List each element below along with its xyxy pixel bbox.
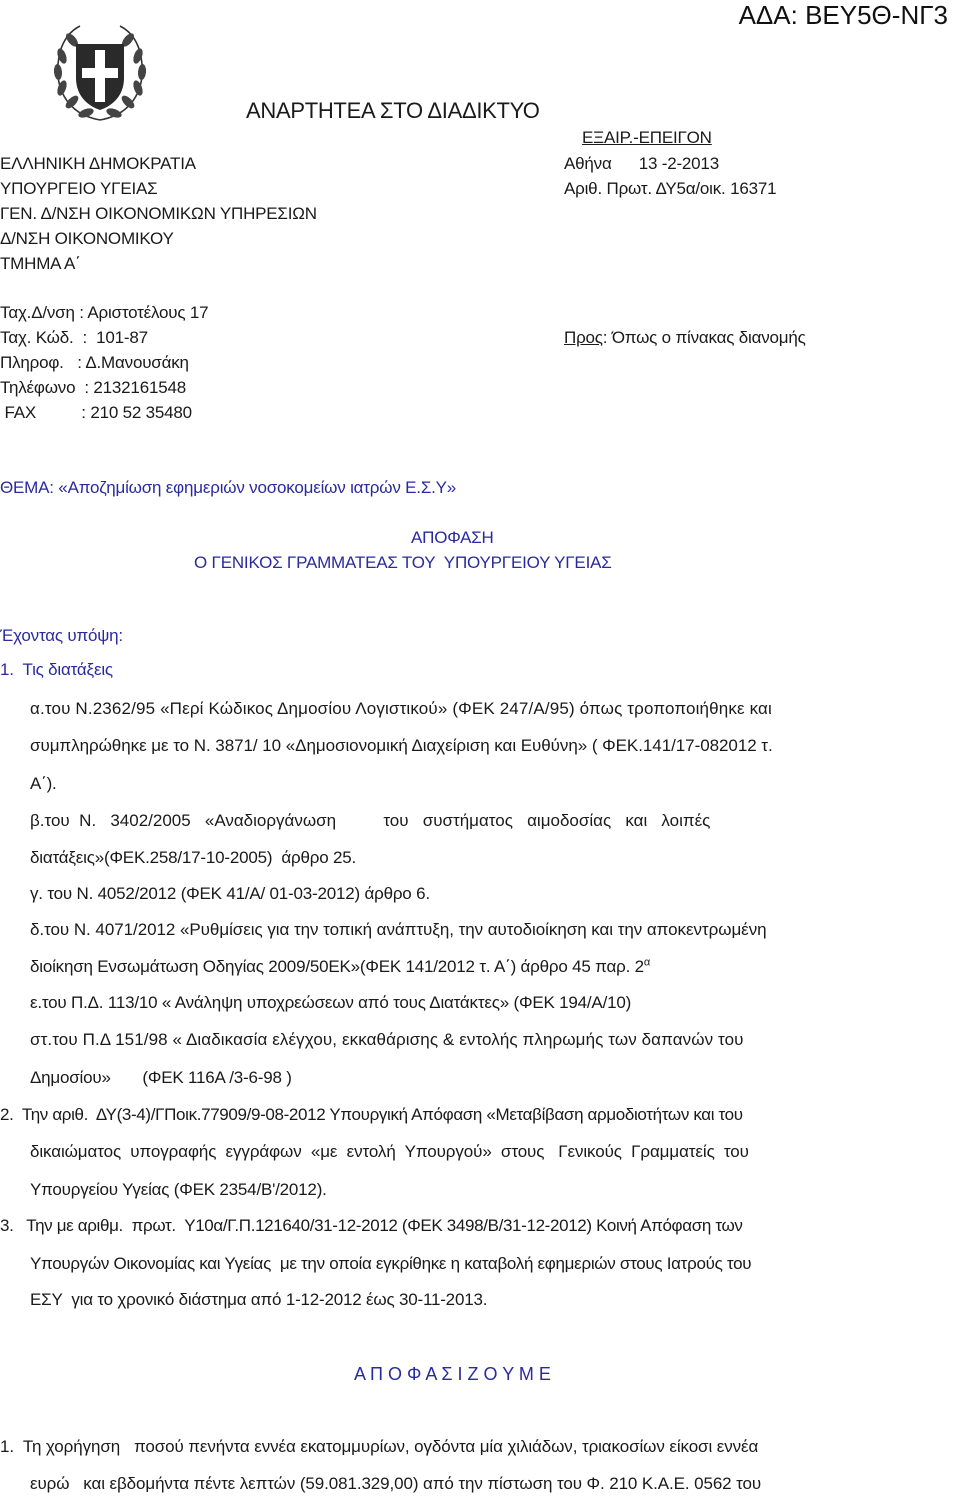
item-2-line: Υπουργείου Υγείας (ΦΕΚ 2354/Β'/2012). — [30, 1180, 327, 1199]
contact-line: Πληροφ. : Δ.Μανουσάκη — [0, 353, 189, 372]
contact-line: Τηλέφωνο : 2132161548 — [0, 378, 186, 397]
org-line: ΕΛΛΗΝΙΚΗ ΔΗΜΟΚΡΑΤΙΑ — [0, 154, 196, 173]
item-1: 1. Τις διατάξεις — [0, 660, 113, 679]
clause-st-line: στ.του Π.Δ 151/98 « Διαδικασία ελέγχου, εκκαθάρισης & εντολής πληρωμής των δαπανών του — [30, 1030, 744, 1049]
item-3-line: 3. Την με αριθμ. πρωτ. Υ10α/Γ.Π.121640/31-12-2012 (ΦΕΚ 3498/Β/31-12-2012) Κοινή Απόφαση των — [0, 1216, 743, 1235]
publish-notice: ΑΝΑΡΤΗΤΕΑ ΣΤΟ ΔΙΑΔΙΚΤΥΟ — [246, 98, 540, 123]
urgency-label: ΕΞΑΙΡ.-ΕΠΕΙΓΟΝ — [582, 128, 712, 147]
place-date: Αθήνα 13 -2-2013 — [564, 154, 719, 173]
clause-e-line: ε.του Π.Δ. 113/10 « Ανάληψη υποχρεώσεων από τους Διατάκτες» (ΦΕΚ 194/Α/10) — [30, 993, 632, 1012]
decision-1-line: ευρώ και εβδομήντα πέντε λεπτών (59.081.329,00) από την πίστωση του Φ. 210 Κ.Α.Ε. 0562 του — [30, 1474, 762, 1493]
clause-d-line — [30, 957, 650, 977]
issuer-title: Ο ΓΕΝΙΚΟΣ ΓΡΑΜΜΑΤΕΑΣ ΤΟΥ ΥΠΟΥΡΓΕΙΟΥ ΥΓΕΙΑΣ — [194, 553, 612, 572]
greek-emblem — [46, 16, 154, 126]
decision-title: ΑΠΟΦΑΣΗ — [411, 528, 494, 547]
item-3-line: Υπουργών Οικονομίας και Υγείας με την οποία εγκρίθηκε η καταβολή εφημεριών στους Ιατρούς του — [30, 1254, 752, 1273]
clause-c-line: γ. του Ν. 4052/2012 (ΦΕΚ 41/Α/ 01-03-2012) άρθρο 6. — [30, 884, 430, 903]
contact-line: FAX : 210 52 35480 — [0, 403, 192, 422]
considering-heading: Έχοντας υπόψη: — [0, 626, 123, 645]
clause-b-line: διατάξεις»(ΦΕΚ.258/17-10-2005) άρθρο 25. — [30, 848, 356, 867]
recipient — [564, 328, 806, 348]
decision-1-line: 1. Τη χορήγηση ποσού πενήντα εννέα εκατομμυρίων, ογδόντα μία χιλιάδων, τριακοσίων είκοσι εννέα — [0, 1437, 759, 1456]
clause-st-line: Δημοσίου» (ΦΕΚ 116Α /3-6-98 ) — [30, 1068, 292, 1087]
org-line: ΓΕΝ. Δ/ΝΣΗ ΟΙΚΟΝΟΜΙΚΩΝ ΥΠΗΡΕΣΙΩΝ — [0, 204, 317, 223]
ada-code: ΑΔΑ: ΒΕΥ5Θ-ΝΓ3 — [738, 0, 948, 30]
item-2-line: 2. Την αριθ. ΔΥ(3-4)/ΓΠοικ.77909/9-08-2012 Υπουργική Απόφαση «Μεταβίβαση αρμοδιοτήτων και του — [0, 1105, 743, 1124]
contact-line: Ταχ.Δ/νση : Αριστοτέλους 17 — [0, 303, 209, 322]
superscript: α — [643, 956, 651, 969]
recipient-label: Προς — [564, 328, 603, 347]
clause-d-text: διοίκηση Ενσωμάτωση Οδηγίας 2009/50ΕΚ»(ΦΕΚ 141/2012 τ. Α΄) άρθρο 45 παρ. 2 — [30, 957, 644, 976]
clause-a-line: α.του Ν.2362/95 «Περί Κώδικος Δημοσίου Λογιστικού» (ΦΕΚ 247/Α/95) όπως τροποποιήθηκε και — [30, 699, 772, 718]
recipient-text: : Όπως ο πίνακας διανομής — [602, 328, 806, 347]
clause-b-line: β.του Ν. 3402/2005 «Αναδιοργάνωση του συστήματος αιμοδοσίας και λοιπές — [30, 811, 711, 830]
org-line: ΥΠΟΥΡΓΕΙΟ ΥΓΕΙΑΣ — [0, 179, 158, 198]
item-3-line: ΕΣΥ για το χρονικό διάστημα από 1-12-2012 έως 30-11-2013. — [30, 1290, 488, 1309]
we-decide-heading: Α Π Ο Φ Α Σ Ι Ζ Ο Υ Μ Ε — [354, 1364, 551, 1384]
clause-d-line: δ.του Ν. 4071/2012 «Ρυθμίσεις για την τοπική ανάπτυξη, την αυτοδιοίκηση και την αποκεντρωμένη — [30, 920, 767, 939]
contact-line: Ταχ. Κώδ. : 101-87 — [0, 328, 148, 347]
protocol-number: Αριθ. Πρωτ. ΔΥ5α/οικ. 16371 — [564, 179, 777, 198]
org-line: Δ/ΝΣΗ ΟΙΚΟΝΟΜΙΚΟΥ — [0, 229, 174, 248]
clause-a-line: συμπληρώθηκε με το Ν. 3871/ 10 «Δημοσιονομική Διαχείριση και Ευθύνη» ( ΦΕΚ.141/17-082012 τ. — [30, 736, 773, 755]
subject-line: ΘΕΜΑ: «Αποζημίωση εφημεριών νοσοκομείων ιατρών Ε.Σ.Υ» — [0, 478, 457, 497]
item-2-line: δικαιώματος υπογραφής εγγράφων «με εντολή Υπουργού» στους Γενικούς Γραμματείς του — [30, 1142, 749, 1161]
org-line: ΤΜΗΜΑ Α΄ — [0, 254, 81, 273]
clause-a-line: Α΄). — [30, 774, 57, 793]
laurel-wreath-icon — [46, 16, 154, 126]
